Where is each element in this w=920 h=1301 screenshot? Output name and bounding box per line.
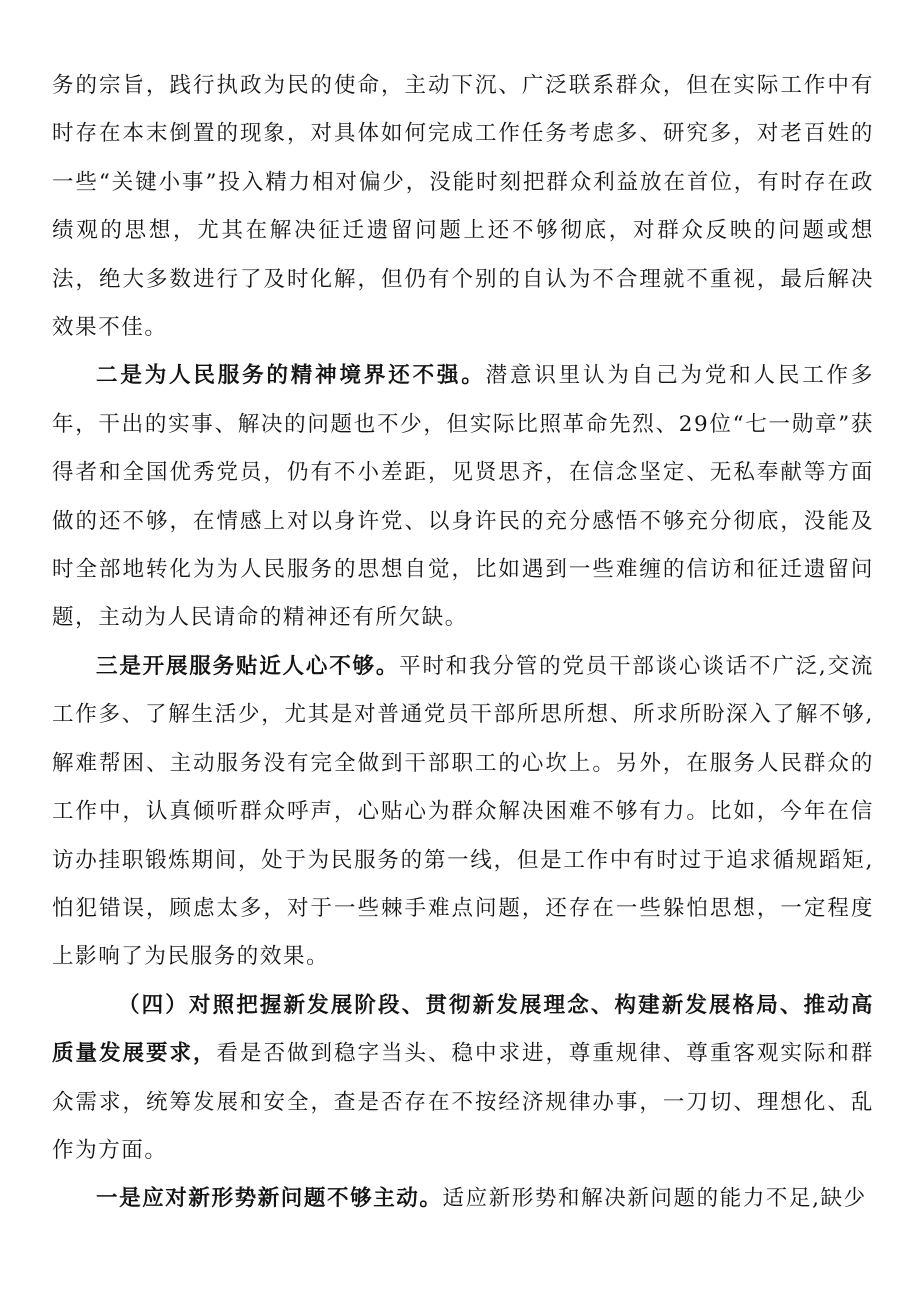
paragraph-text: 务的宗旨，践行执政为民的使命，主动下沉、广泛联系群众，但在实际工作中有时存在本末倒置的现象，对具体如何完成工作任务考虑多、研究多，对老百姓的一些“关键小事”投入精力相对偏少，没能时刻把群众利益放在首位，有时存在政绩观的思想，尤其在解决征迁遗留问题上还不够彻底，对群众反映的问题或想法，绝大多数进行了及时化解，但仍有个别的自认为不合理就不重视，最后解决效果不佳。 bbox=[52, 73, 874, 341]
paragraph-text: 平时和我分管的党员干部谈心谈话不广泛,交流工作多、了解生活少，尤其是对普通党员干部所思所想、所求所盼深入了解不够,解难帮困、主动服务没有完全做到干部职工的心坎上。另外，在服务人民群众的工作中，认真倾听群众呼声，心贴心为群众解决困难不够有力。比如，今年在信访办挂职锻炼期间，处于为民服务的第一线，但是工作中有时过于追求循规蹈矩,怕犯错误，顾虑太多，对于一些棘手难点问题，还存在一些躲怕思想，一定程度上影响了为民服务的效果。 bbox=[52, 653, 875, 970]
paragraph-text: 适应新形势和解决新问题的能力不足,缺少 bbox=[442, 1186, 867, 1212]
paragraph-point-two bbox=[52, 352, 874, 642]
paragraph-text: 潜意识里认为自己为党和人民工作多年，干出的实事、解决的问题也不少，但实际比照革命先烈、29位“七一勋章”获得者和全国优秀党员，仍有不小差距，见贤思齐，在信念坚定、无私奉献等方面做的还不够，在情感上对以身许党、以身许民的充分感悟不够充分彻底，没能及时全部地转化为为人民服务的思想自觉，比如遇到一些难缠的信访和征迁遗留问题，主动为人民请命的精神还有所欠缺。 bbox=[52, 363, 874, 631]
paragraph-heading: 三是开展服务贴近人心不够。 bbox=[96, 653, 400, 679]
section-heading: （四）对照把握新发展阶段、贯彻新发展理念、构建新发展格局、推动高质量发展要求， bbox=[52, 992, 874, 1067]
paragraph-point-three bbox=[52, 643, 874, 982]
paragraph-heading: 一是应对新形势新问题不够主动。 bbox=[96, 1186, 443, 1212]
document-page bbox=[52, 62, 874, 1224]
paragraph-text: 看是否做到稳字当头、稳中求进，尊重规律、尊重客观实际和群众需求，统筹发展和安全，查是否存在不按经济规律办事，一刀切、理想化、乱作为方面。 bbox=[52, 1041, 874, 1163]
paragraph-point-one bbox=[52, 1175, 874, 1223]
paragraph-heading: 二是为人民服务的精神境界还不强。 bbox=[96, 363, 486, 389]
paragraph-continuation bbox=[52, 62, 874, 352]
section-heading-four bbox=[52, 982, 874, 1176]
